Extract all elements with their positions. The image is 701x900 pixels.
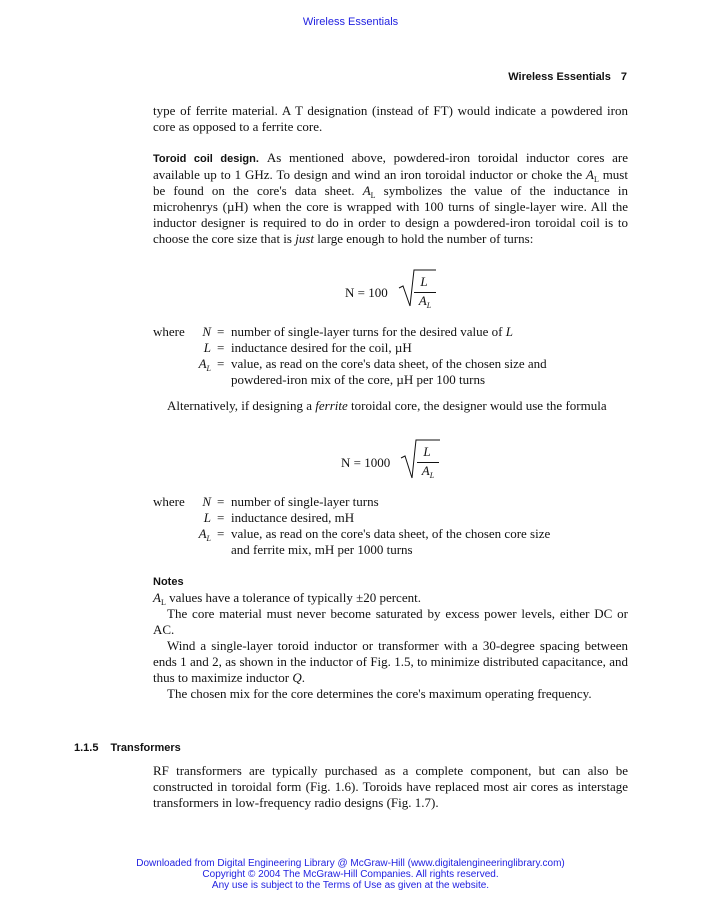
definition-n: number of single-layer turns xyxy=(231,494,379,509)
section-title: Transformers xyxy=(110,742,181,754)
where-row-l xyxy=(153,340,633,356)
alternative-paragraph: Alternatively, if designing a ferrite toroidal core, the designer would use the formula xyxy=(167,398,607,413)
symbol-a: A xyxy=(362,183,371,198)
section-paragraph: RF transformers are typically purchased as a complete component, but can also be constructed in toroidal form (Fig. 1.6). Toroids have replaced most air cores as interstage transformers in low-frequency radio designs (Fig. 1.7). xyxy=(153,763,628,810)
equals-sign: = xyxy=(217,356,225,371)
definition-a-continued: powdered-iron mix of the core, µH per 100 turns xyxy=(231,372,486,387)
symbol-a-subscript: L xyxy=(593,175,599,184)
formula-2-lhs: N = 1000 xyxy=(341,455,391,470)
formula-2-denominator: $A_L$ xyxy=(421,463,435,480)
symbol-l: L xyxy=(203,340,211,355)
notes-body xyxy=(153,590,628,702)
symbol-a-subscript: L xyxy=(370,191,376,200)
where-list-1 xyxy=(153,324,633,388)
where-label: where xyxy=(153,494,185,509)
running-head xyxy=(508,71,627,83)
definition-a: value, as read on the core's data sheet, of the chosen size and xyxy=(231,356,547,371)
equals-sign: = xyxy=(217,510,225,525)
toroid-text-b: must be found on the core's data sheet. xyxy=(153,167,628,198)
page-number: 7 xyxy=(620,71,627,83)
top-banner[interactable]: Wireless Essentials xyxy=(302,16,399,28)
toroid-paragraph xyxy=(153,150,628,247)
where-list-2 xyxy=(153,494,633,558)
where-label: where xyxy=(153,324,185,339)
symbol-l: L xyxy=(203,510,211,525)
toroid-text-d: large enough to hold the number of turns: xyxy=(314,231,534,246)
paragraph-continuation xyxy=(153,103,628,135)
paragraph-text: type of ferrite material. A T designation (instead of FT) would indicate a powdered iron core as opposed to a ferrite core. xyxy=(153,103,628,134)
symbol-a: $A_L$ xyxy=(198,526,211,543)
definition-l: inductance desired, mH xyxy=(231,510,355,525)
notes-heading: Notes xyxy=(153,576,184,588)
note-1: $A_L$ values have a tolerance of typically ±20 percent. xyxy=(153,590,421,607)
where-row-n xyxy=(153,494,633,510)
note-2: The core material must never become saturated by excess power levels, either DC or AC. xyxy=(153,606,628,637)
equals-sign: = xyxy=(217,526,225,541)
definition-a-continued: and ferrite mix, mH per 1000 turns xyxy=(231,542,413,557)
formula-1-denominator: $A_L$ xyxy=(418,293,432,310)
where-row-n xyxy=(153,324,633,340)
equals-sign: = xyxy=(217,324,225,339)
formula-2-numerator: L xyxy=(423,444,431,459)
definition-a: value, as read on the core's data sheet, of the chosen core size xyxy=(231,526,551,541)
section-heading xyxy=(74,742,181,754)
emphasis-just: just xyxy=(295,231,315,246)
formula-1-lhs: N = 100 xyxy=(345,285,388,300)
footer xyxy=(0,858,701,891)
section-body xyxy=(153,763,628,811)
equals-sign: = xyxy=(217,494,225,509)
note-4: The chosen mix for the core determines the core's maximum operating frequency. xyxy=(167,686,592,701)
running-head-title: Wireless Essentials xyxy=(508,71,611,83)
definition-n: number of single-layer turns for the desired value of L xyxy=(231,324,513,339)
toroid-text-a: As mentioned above, powdered-iron toroidal inductor cores are available up to 1 GHz. To design and wind an iron toroidal inductor or choke the xyxy=(153,150,628,182)
where-row-a xyxy=(153,356,633,372)
formula-1-numerator: L xyxy=(420,274,428,289)
symbol-a: A xyxy=(585,167,594,182)
footer-copyright: Copyright © 2004 The McGraw-Hill Companies. All rights reserved. xyxy=(202,869,499,880)
definition-l: inductance desired for the coil, µH xyxy=(231,340,412,355)
symbol-n: N xyxy=(202,324,211,339)
toroid-text-c: symbolizes the value of the inductance in microhenrys (µH) when the core is wrapped with 100 turns of single-layer wire. All the inductor designer is required to do in order to design a powdered-iron toroidal coil is to choose the core size that is xyxy=(153,183,628,246)
runin-heading: Toroid coil design. xyxy=(153,153,259,165)
section-number: 1.1.5 xyxy=(74,742,99,754)
footer-terms-link[interactable]: Any use is subject to the Terms of Use as given at the website. xyxy=(211,880,490,891)
emphasis-ferrite: ferrite xyxy=(315,398,348,413)
where-row-a xyxy=(153,526,633,542)
where-row-l xyxy=(153,510,633,526)
footer-download-link[interactable]: Downloaded from Digital Engineering Library @ McGraw-Hill (www.digitalengineeringlibrary.com) xyxy=(136,858,565,869)
note-3: Wind a single-layer toroid inductor or transformer with a 30-degree spacing between ends 1 and 2, as shown in the inductor of Fig. 1.5, to minimize distributed capacitance, and thus to maximize inductor Q. xyxy=(153,638,628,685)
symbol-a: $A_L$ xyxy=(198,356,211,373)
equals-sign: = xyxy=(217,340,225,355)
symbol-n: N xyxy=(202,494,211,509)
